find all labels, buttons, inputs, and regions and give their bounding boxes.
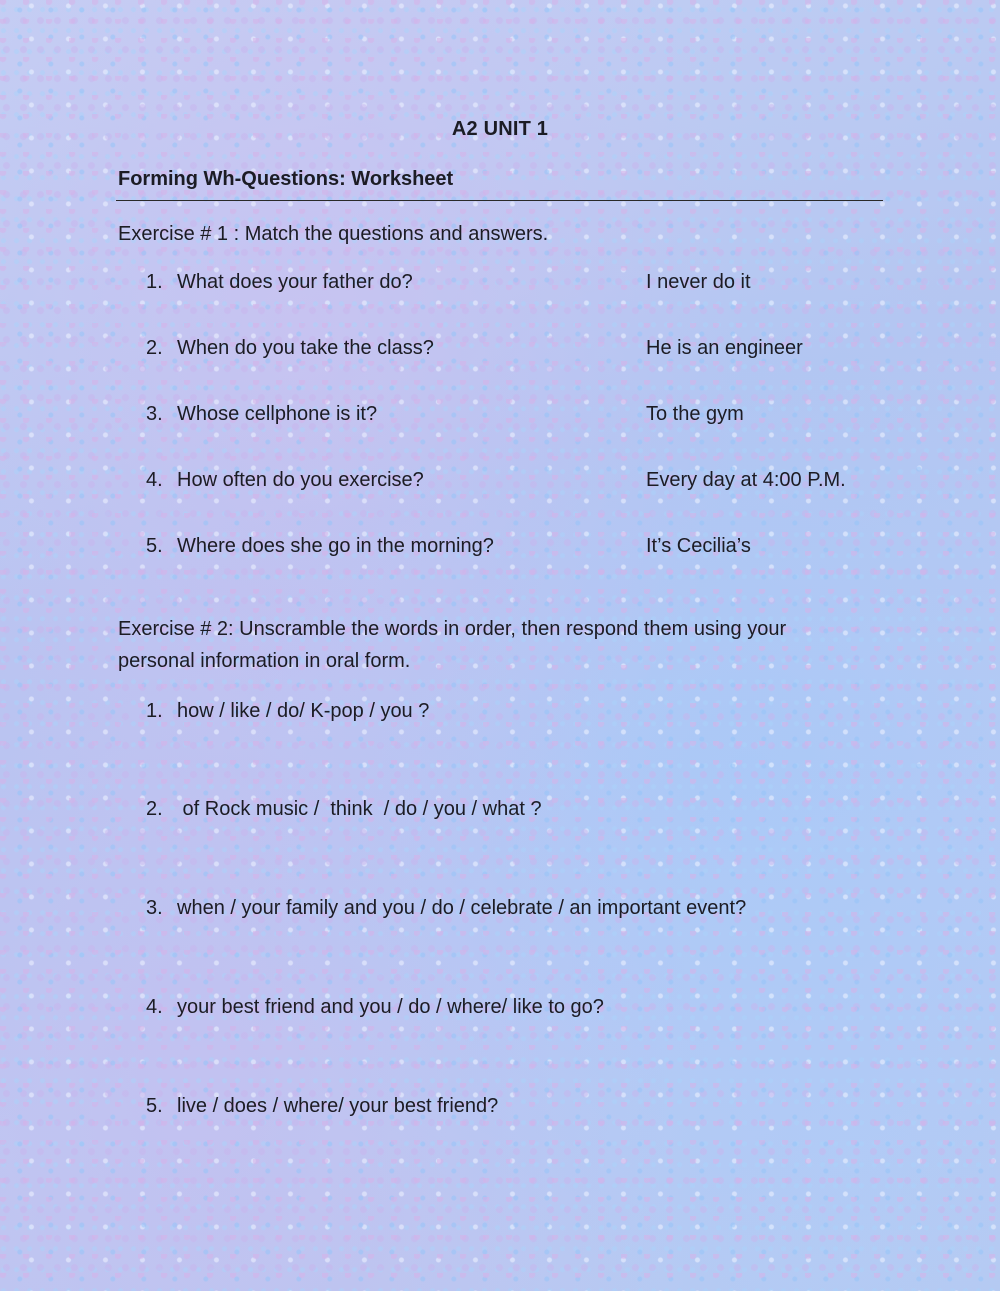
exercise1-instruction: Exercise # 1 : Match the questions and answers. <box>118 223 549 245</box>
exercise2-item-number: 5. <box>146 1095 163 1117</box>
exercise2-scrambled-question: live / does / where/ your best friend? <box>177 1095 499 1117</box>
unit-title: A2 UNIT 1 <box>451 118 549 140</box>
exercise1-answer: It’s Cecilia’s <box>646 535 751 557</box>
exercise2-item-number: 2. <box>146 798 163 820</box>
exercise1-question: When do you take the class? <box>177 337 434 359</box>
exercise1-question: Whose cellphone is it? <box>177 403 378 425</box>
exercise1-answer: To the gym <box>646 403 744 425</box>
exercise1-item-number: 5. <box>146 535 163 557</box>
exercise1-question: Where does she go in the morning? <box>177 535 494 557</box>
exercise1-answer: I never do it <box>646 271 751 293</box>
exercise2-item-number: 3. <box>146 897 163 919</box>
exercise2-item-number: 1. <box>146 700 163 722</box>
exercise2-instruction: Exercise # 2: Unscramble the words in order, then respond them using your personal information in oral form. <box>118 618 787 672</box>
exercise2-scrambled-question: how / like / do/ K-pop / you ? <box>177 700 430 722</box>
title-divider <box>116 200 883 201</box>
worksheet-title: Forming Wh-Questions: Worksheet <box>118 168 454 190</box>
exercise1-answer: Every day at 4:00 P.M. <box>646 469 846 491</box>
exercise1-answer: He is an engineer <box>646 337 803 359</box>
exercise2-scrambled-question: your best friend and you / do / where/ like to go? <box>177 996 604 1018</box>
exercise2-scrambled-question: when / your family and you / do / celebrate / an important event? <box>177 897 747 919</box>
exercise1-item-number: 3. <box>146 403 163 425</box>
exercise1-item-number: 1. <box>146 271 163 293</box>
exercise1-question: How often do you exercise? <box>177 469 424 491</box>
exercise1-item-number: 2. <box>146 337 163 359</box>
exercise2-item-number: 4. <box>146 996 163 1018</box>
exercise2-scrambled-question: of Rock music / think / do / you / what ? <box>177 798 542 820</box>
exercise1-question: What does your father do? <box>177 271 413 293</box>
exercise1-item-number: 4. <box>146 469 163 491</box>
